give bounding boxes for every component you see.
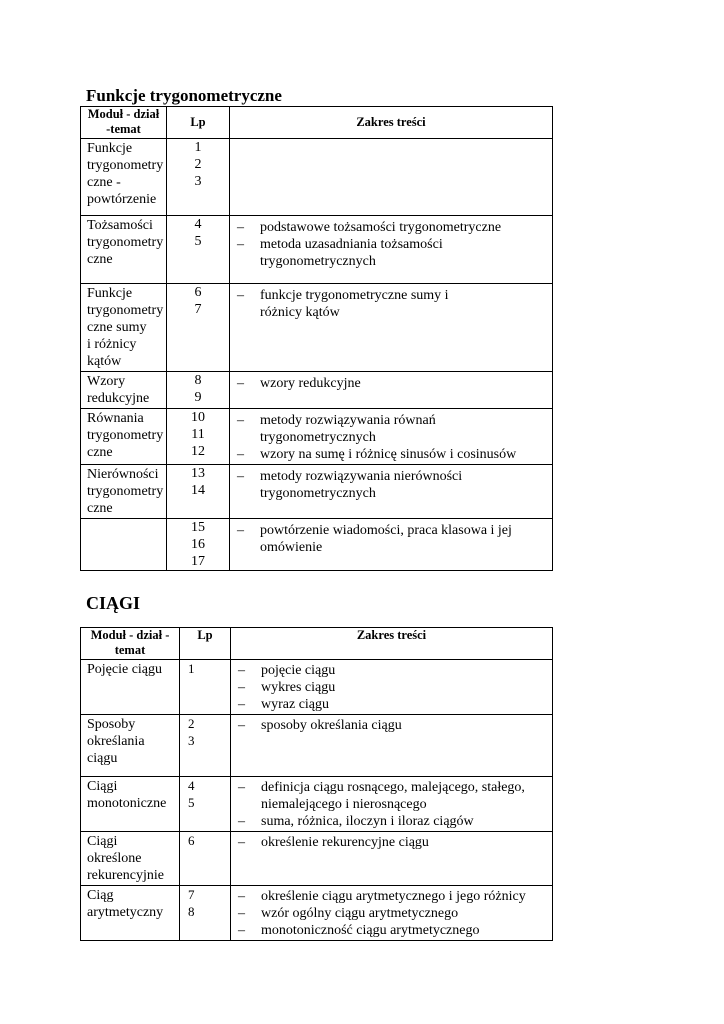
scope-cell (230, 139, 553, 216)
table-row (81, 139, 553, 216)
module-cell: Ciąg arytmetyczny (81, 886, 180, 941)
lp-cell: 8 9 (167, 372, 230, 409)
list-item: – wyraz ciągu (237, 696, 548, 713)
list-item: – sposoby określania ciągu (237, 717, 548, 734)
module-cell: Funkcje trygonometry czne - powtórzenie (81, 139, 167, 216)
scope-cell (230, 465, 553, 519)
lp-cell: 7 8 (180, 886, 231, 941)
table-row (81, 886, 553, 941)
section-title-trig: Funkcje trygonometryczne (86, 86, 282, 105)
section-title-sequences: CIĄGI (86, 593, 141, 613)
list-item: – określenie rekurencyjne ciągu (237, 834, 548, 851)
list-item: – powtórzenie wiadomości, praca klasowa i jej omówienie (236, 522, 550, 556)
curriculum-table-sequences (80, 627, 553, 941)
header-scope: Zakres treści (231, 628, 553, 660)
lp-cell: 4 5 (180, 777, 231, 832)
table-row (81, 465, 553, 519)
lp-cell: 6 (180, 832, 231, 886)
module-cell (81, 519, 167, 571)
module-cell: Wzory redukcyjne (81, 372, 167, 409)
module-cell: Tożsamości trygonometry czne (81, 216, 167, 284)
table-row (81, 216, 553, 284)
list-item: – wzory redukcyjne (236, 375, 548, 392)
scope-cell (230, 216, 553, 284)
scope-cell (231, 886, 553, 941)
lp-cell: 1 (180, 660, 231, 715)
lp-cell: 10 11 12 (167, 409, 230, 465)
lp-cell: 15 16 17 (167, 519, 230, 571)
list-item: – suma, różnica, iloczyn i iloraz ciągów (237, 813, 548, 830)
list-item: – metody rozwiązywania nierówności trygonometrycznych (236, 468, 490, 502)
header-module: Moduł - dział - temat (81, 628, 180, 660)
table-row (81, 409, 553, 465)
module-cell: Funkcje trygonometry czne sumy i różnicy kątów (81, 284, 167, 372)
module-cell: Sposoby określania ciągu (81, 715, 180, 777)
table-row (81, 519, 553, 571)
lp-cell: 4 5 (167, 216, 230, 284)
scope-cell (231, 715, 553, 777)
table-row (81, 284, 553, 372)
module-cell: Ciągi monotoniczne (81, 777, 180, 832)
scope-cell (230, 519, 553, 571)
table-header-row (81, 628, 553, 660)
list-item: – metody rozwiązywania równań trygonometrycznych (236, 412, 480, 446)
list-item: – funkcje trygonometryczne sumy i różnicy kątów (236, 287, 460, 321)
table-header-row (81, 107, 553, 139)
lp-cell: 13 14 (167, 465, 230, 519)
lp-cell: 6 7 (167, 284, 230, 372)
curriculum-table-trig (80, 106, 553, 571)
scope-cell (230, 372, 553, 409)
list-item: – wzór ogólny ciągu arytmetycznego (237, 905, 548, 922)
module-cell: Ciągi określone rekurencyjnie (81, 832, 180, 886)
scope-cell (231, 777, 553, 832)
header-lp: Lp (180, 628, 231, 660)
list-item: – metoda uzasadniania tożsamości trygonometrycznych (236, 236, 548, 270)
lp-cell: 2 3 (180, 715, 231, 777)
list-item: – pojęcie ciągu (237, 662, 548, 679)
list-item: – podstawowe tożsamości trygonometryczne (236, 219, 548, 236)
header-scope: Zakres treści (230, 107, 553, 139)
table-row (81, 372, 553, 409)
table-row (81, 660, 553, 715)
scope-cell (230, 284, 553, 372)
scope-cell (231, 832, 553, 886)
list-item: – definicja ciągu rosnącego, malejącego, stałego, niemalejącego i nierosnącego (237, 779, 548, 813)
list-item: – monotoniczność ciągu arytmetycznego (237, 922, 548, 939)
header-module: Moduł - dział -temat (81, 107, 167, 139)
list-item: – określenie ciągu arytmetycznego i jego różnicy (237, 888, 548, 905)
table-row (81, 715, 553, 777)
header-lp: Lp (167, 107, 230, 139)
module-cell: Równania trygonometry czne (81, 409, 167, 465)
lp-cell: 1 2 3 (167, 139, 230, 216)
table-row (81, 777, 553, 832)
module-cell: Nierówności trygonometry czne (81, 465, 167, 519)
table-row (81, 832, 553, 886)
scope-cell (230, 409, 553, 465)
list-item: – wzory na sumę i różnicę sinusów i cosinusów (236, 446, 548, 463)
list-item: – wykres ciągu (237, 679, 548, 696)
scope-cell (231, 660, 553, 715)
module-cell: Pojęcie ciągu (81, 660, 180, 715)
